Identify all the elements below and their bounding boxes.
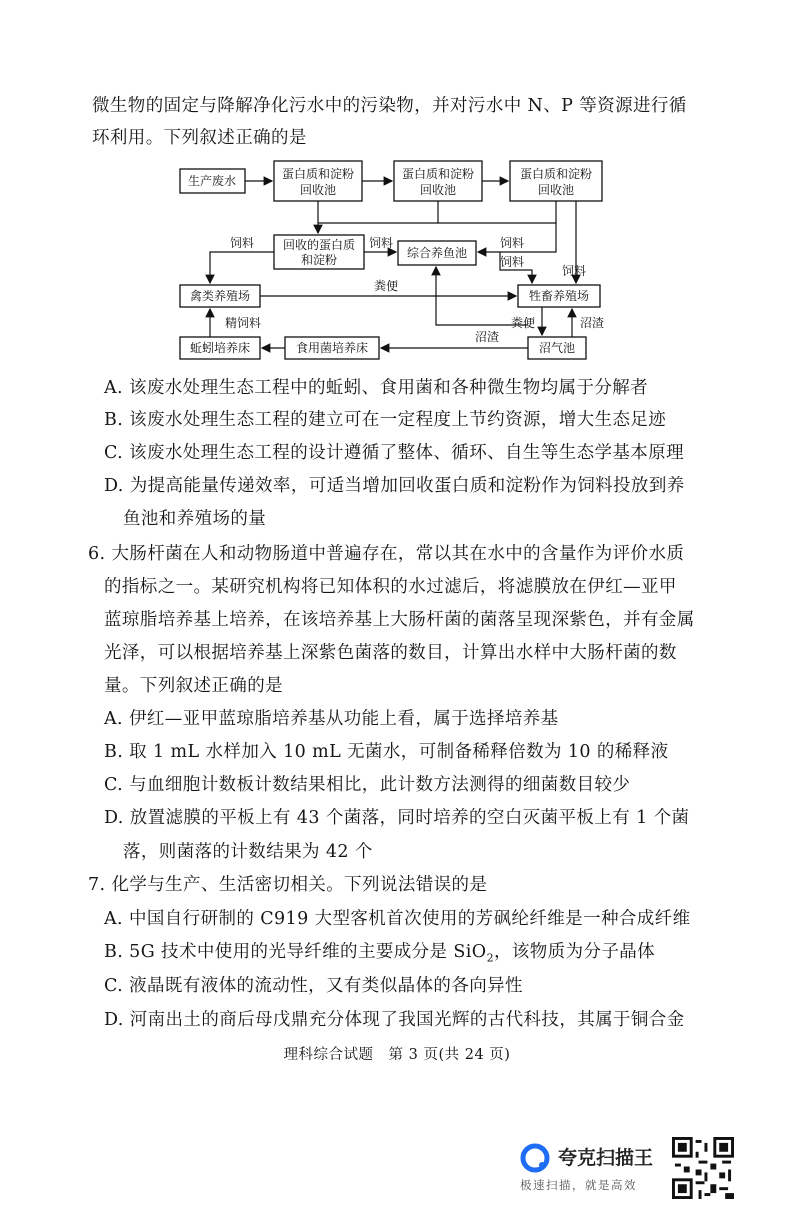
label-feed-left: 饲料 [230,236,255,250]
scanner-brand-name: 夸克扫描王 [558,1147,654,1169]
box-earthworm-text: 蚯蚓培养床 [189,341,251,355]
box-pool-1-text-2: 回收池 [299,183,337,197]
q5-option-b: B. 该废水处理生态工程的建立可在一定程度上节约资源，增大生态足迹 [104,410,667,430]
q6-option-b: B. 取 1 mL 水样加入 10 mL 无菌水，可制备稀释倍数为 10 的稀释液 [104,742,669,762]
q7-option-b [104,938,655,965]
q7-option-c: C. 液晶既有液体的流动性，又有类似晶体的各向异性 [104,976,523,996]
quark-logo-icon [520,1143,550,1173]
q5-option-a: A. 该废水处理生态工程中的蚯蚓、食用菌和各种微生物均属于分解者 [104,378,649,398]
box-fishpond-text: 综合养鱼池 [406,246,468,260]
q7-option-b-sub: 2 [486,951,494,965]
q7-option-b-post: ，该物质为分子晶体 [493,942,656,962]
box-recovered-text-1: 回收的蛋白质 [282,238,356,252]
box-wastewater-text: 生产废水 [187,174,237,188]
q5-option-d-line-1: D. 为提高能量传递效率，可适当增加回收蛋白质和淀粉作为饲料投放到养 [104,476,685,496]
box-pool-3-text-2: 回收池 [537,183,575,197]
q6-option-a: A. 伊红—亚甲蓝琼脂培养基从功能上看，属于选择培养基 [104,709,559,729]
label-residue-right: 沼渣 [580,316,605,330]
scanner-slogan: 极速扫描，就是高效 [520,1178,637,1192]
q6-stem-line-3: 蓝琼脂培养基上培养，在该培养基上大肠杆菌的菌落呈现深紫色，并有金属 [104,610,695,630]
box-pool-1-text-1: 蛋白质和淀粉 [281,167,355,181]
question-intro-line-2: 环利用。下列叙述正确的是 [92,128,307,148]
scanner-watermark [520,1137,792,1203]
label-manure-top: 粪便 [374,279,399,293]
q5-option-c: C. 该废水处理生态工程的设计遵循了整体、循环、自生等生态学基本原理 [104,443,684,463]
label-manure-right: 粪便 [511,316,536,330]
q7-stem: 7. 化学与生产、生活密切相关。下列说法错误的是 [88,875,488,895]
q6-option-c: C. 与血细胞计数板计数结果相比，此计数方法测得的细菌数目较少 [104,775,631,795]
question-intro-line-1: 微生物的固定与降解净化污水中的污染物，并对污水中 N、P 等资源进行循 [92,96,687,116]
label-feed-mid: 饲料 [369,236,394,250]
label-feed-right-3: 饲料 [562,264,587,278]
box-livestock-text: 牲畜养殖场 [528,289,590,303]
q6-stem-line-2: 的指标之一。某研究机构将已知体积的水过滤后，将滤膜放在伊红—亚甲 [104,577,677,597]
q6-stem-line-1: 6. 大肠杆菌在人和动物肠道中普遍存在，常以其在水中的含量作为评价水质 [88,544,685,564]
box-biogas-text: 沼气池 [538,341,576,355]
label-feed-right-1: 饲料 [500,236,525,250]
box-pool-2-text-1: 蛋白质和淀粉 [401,167,475,181]
page-footer: 理科综合试题 第 3 页(共 24 页) [283,1047,511,1063]
box-mushroom-text: 食用菌培养床 [295,341,369,355]
q7-option-b-pre: B. 5G 技术中使用的光导纤维的主要成分是 SiO [104,942,487,962]
q6-stem-line-4: 光泽，可以根据培养基上深紫色菌落的数目，计算出水样中大肠杆菌的数 [104,643,677,663]
q6-option-d-line-2: 落，则菌落的计数结果为 42 个 [123,842,373,862]
label-fine-feed: 精饲料 [225,316,262,330]
label-residue-bottom: 沼渣 [475,330,500,344]
qr-code-icon [672,1137,734,1199]
q7-option-d: D. 河南出土的商后母戊鼎充分体现了我国光辉的古代科技，其属于铜合金 [104,1010,685,1030]
q7-option-a: A. 中国自行研制的 C919 大型客机首次使用的芳砜纶纤维是一种合成纤维 [104,909,691,929]
q6-option-d-line-1: D. 放置滤膜的平板上有 43 个菌落，同时培养的空白灭菌平板上有 1 个菌 [104,808,690,828]
box-pool-2-text-2: 回收池 [419,183,457,197]
label-feed-right-2: 饲料 [500,255,525,269]
q6-stem-line-5: 量。下列叙述正确的是 [104,676,283,696]
wastewater-treatment-flow-diagram [170,155,620,365]
q5-option-d-line-2: 鱼池和养殖场的量 [123,509,267,529]
box-recovered-text-2: 和淀粉 [300,253,338,267]
box-pool-3-text-1: 蛋白质和淀粉 [519,167,593,181]
box-poultry-text: 禽类养殖场 [189,289,251,303]
